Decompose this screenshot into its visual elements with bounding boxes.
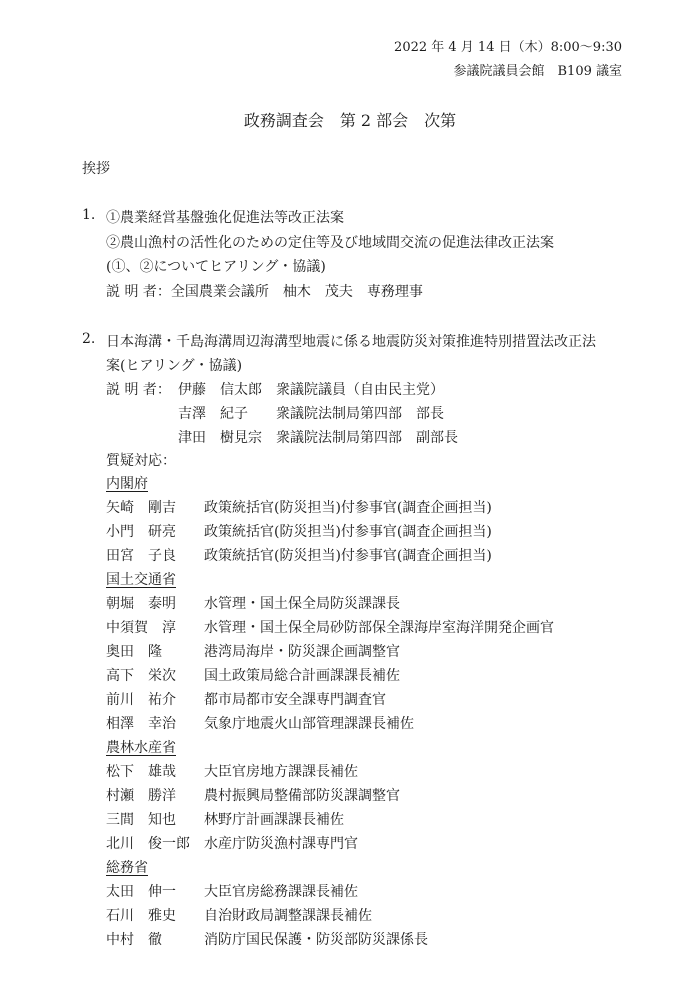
person-name: 村瀬 勝洋: [106, 788, 176, 804]
person-name: 北川 俊一郎: [106, 836, 190, 852]
person-title: 林野庁計画課課長補佐: [204, 812, 344, 828]
explainer-2: 吉澤 紀子 衆議院法制局第四部 部長: [178, 406, 444, 422]
explainer-3: 津田 樹見宗 衆議院法制局第四部 副部長: [178, 430, 458, 446]
person-name: 奥田 隆: [106, 644, 162, 660]
person-name: 太田 伸一: [106, 884, 176, 900]
item2-line2: 案(ヒアリング・協議): [106, 358, 243, 374]
person-title: 港湾局海岸・防災課企画調整官: [204, 644, 400, 660]
item1-line3: (①、②についてヒアリング・協議): [106, 259, 326, 275]
meeting-place: 参議院議員会館 B109 議室: [453, 64, 622, 79]
person-name: 石川 雅史: [106, 908, 176, 924]
meeting-date: 2022 年 4 月 14 日（木）8:00〜9:30: [394, 40, 622, 55]
person-title: 農村振興局整備部防災課調整官: [204, 788, 400, 804]
person-title: 消防庁国民保護・防災部防災課係長: [204, 932, 428, 948]
person-title: 大臣官房総務課課長補佐: [204, 884, 358, 900]
item2-number: 2.: [82, 331, 96, 347]
group-heading: 農林水産省: [106, 740, 176, 756]
person-title: 気象庁地震火山部管理課課長補佐: [204, 716, 414, 732]
person-title: 都市局都市安全課専門調査官: [204, 692, 386, 708]
person-name: 中村 徹: [106, 932, 162, 948]
item1-explainer: 説 明 者：全国農業会議所 柚木 茂夫 専務理事: [106, 284, 423, 300]
person-name: 矢崎 剛吉: [106, 500, 176, 516]
person-name: 前川 祐介: [106, 692, 176, 708]
explainer-1: 伊藤 信太郎 衆議院議員（自由民主党）: [178, 382, 444, 398]
group-heading: 国土交通省: [106, 572, 176, 588]
person-title: 水産庁防災漁村課専門官: [204, 836, 358, 852]
person-name: 高下 栄次: [106, 668, 176, 684]
item1-line1: ①農業経営基盤強化促進法等改正法案: [106, 210, 344, 226]
person-name: 小門 研亮: [106, 524, 176, 540]
person-name: 三間 知也: [106, 812, 176, 828]
qa-label: 質疑対応：: [106, 453, 176, 469]
item1-line2: ②農山漁村の活性化のための定住等及び地域間交流の促進法律改正法案: [106, 235, 554, 251]
person-name: 相澤 幸治: [106, 716, 176, 732]
person-title: 水管理・国土保全局砂防部保全課海岸室海洋開発企画官: [204, 620, 554, 636]
group-heading: 内閣府: [106, 476, 148, 492]
greeting: 挨拶: [82, 161, 110, 177]
item2-line1: 日本海溝・千島海溝周辺海溝型地震に係る地震防災対策推進特別措置法改正法: [106, 334, 596, 350]
person-title: 大臣官房地方課課長補佐: [204, 764, 358, 780]
item1-number: 1.: [82, 207, 96, 223]
person-title: 政策統括官(防災担当)付参事官(調査企画担当): [204, 524, 492, 540]
person-title: 国土政策局総合計画課課長補佐: [204, 668, 400, 684]
person-name: 中須賀 淳: [106, 620, 176, 636]
page-title: 政務調査会 第 2 部会 次第: [243, 111, 457, 130]
person-name: 松下 雄哉: [106, 764, 176, 780]
group-heading: 総務省: [106, 860, 148, 876]
person-name: 田宮 子良: [106, 548, 176, 564]
item2-explainer-label: 説 明 者：: [106, 382, 171, 398]
person-title: 政策統括官(防災担当)付参事官(調査企画担当): [204, 548, 492, 564]
person-title: 政策統括官(防災担当)付参事官(調査企画担当): [204, 500, 492, 516]
person-name: 朝堀 泰明: [106, 596, 176, 612]
person-title: 自治財政局調整課課長補佐: [204, 908, 372, 924]
person-title: 水管理・国土保全局防災課課長: [204, 596, 400, 612]
